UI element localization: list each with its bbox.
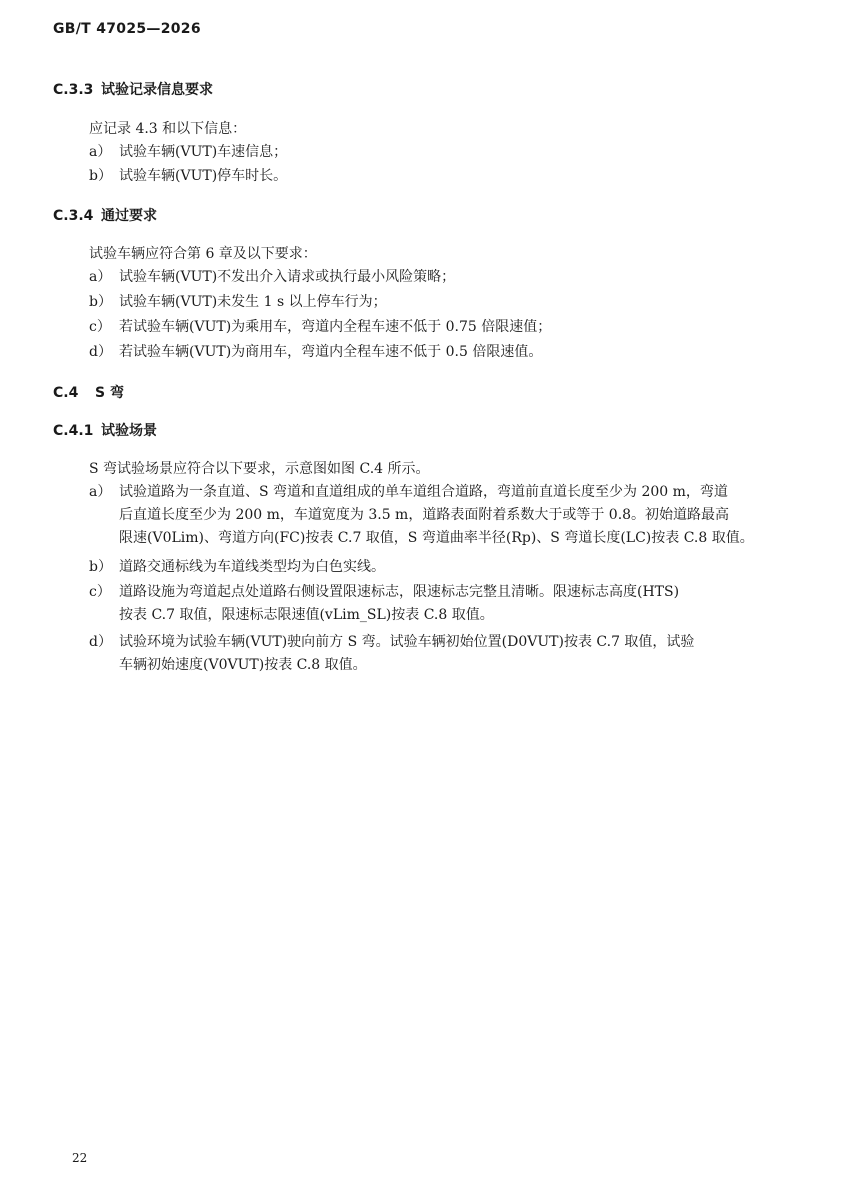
- standard-number-header: GB/T 47025—2026: [53, 21, 201, 37]
- list-label: b）: [89, 559, 112, 575]
- list-text: 试验车辆(VUT)不发出介入请求或执行最小风险策略；: [119, 269, 456, 285]
- list-label: c）: [89, 319, 111, 335]
- section-heading-c33: [53, 79, 213, 99]
- list-text-line: 按表 C.7 取值，限速标志限速值(vLim_SL)按表 C.8 取值。: [119, 607, 494, 623]
- section-title: 试验记录信息要求: [101, 82, 213, 98]
- section-number: C.4.1: [53, 423, 94, 439]
- list-item: [89, 581, 794, 627]
- list-label: a）: [89, 144, 112, 160]
- section-intro: 应记录 4.3 和以下信息：: [89, 121, 247, 137]
- list-label: a）: [89, 269, 112, 285]
- list-text: 若试验车辆(VUT)为商用车，弯道内全程车速不低于 0.5 倍限速值。: [119, 344, 543, 360]
- list-text: 若试验车辆(VUT)为乘用车，弯道内全程车速不低于 0.75 倍限速值；: [119, 319, 552, 335]
- section-title: 通过要求: [101, 208, 157, 224]
- list-label: b）: [89, 168, 112, 184]
- section-title: S 弯: [95, 385, 124, 401]
- section-intro: 试验车辆应符合第 6 章及以下要求：: [89, 246, 317, 262]
- list-label: b）: [89, 294, 112, 310]
- list-text-line: 道路交通标线为车道线类型均为白色实线。: [119, 559, 385, 575]
- list-item: [89, 481, 794, 550]
- list-text-line: 试验环境为试验车辆(VUT)驶向前方 S 弯。试验车辆初始位置(D0VUT)按表 C.7 取值，试验: [119, 634, 695, 650]
- section-heading-c34: [53, 205, 157, 225]
- list-text: 试验车辆(VUT)车速信息；: [119, 144, 288, 160]
- section-heading-c4: [53, 382, 124, 402]
- list-label: c）: [89, 584, 111, 600]
- section-heading-c41: [53, 420, 157, 440]
- list-item: [89, 631, 794, 677]
- list-item: [89, 165, 794, 188]
- list-item: [89, 316, 794, 339]
- list-label: d）: [89, 344, 112, 360]
- section-title: 试验场景: [101, 423, 157, 439]
- section-number: C.4: [53, 385, 79, 401]
- list-item: [89, 341, 794, 364]
- list-text: 试验车辆(VUT)未发生 1 s 以上停车行为；: [119, 294, 387, 310]
- list-text: 试验车辆(VUT)停车时长。: [119, 168, 288, 184]
- page-number: 22: [72, 1151, 88, 1165]
- list-item: [89, 556, 794, 579]
- list-item: [89, 266, 794, 289]
- section-number: C.3.3: [53, 82, 94, 98]
- list-text-line: 试验道路为一条直道、S 弯道和直道组成的单车道组合道路，弯道前直道长度至少为 200 m，弯道: [119, 484, 728, 500]
- list-label: d）: [89, 634, 112, 650]
- list-item: [89, 141, 794, 164]
- list-item: [89, 291, 794, 314]
- list-text-line: 限速(V0Lim)、弯道方向(FC)按表 C.7 取值，S 弯道曲率半径(Rp)、S 弯道长度(LC)按表 C.8 取值。: [119, 530, 754, 546]
- list-text-line: 道路设施为弯道起点处道路右侧设置限速标志，限速标志完整且清晰。限速标志高度(HTS): [119, 584, 680, 600]
- section-number: C.3.4: [53, 208, 94, 224]
- section-intro: S 弯试验场景应符合以下要求，示意图如图 C.4 所示。: [89, 461, 430, 477]
- list-label: a）: [89, 484, 112, 500]
- list-text-line: 后直道长度至少为 200 m，车道宽度为 3.5 m，道路表面附着系数大于或等于 0.8。初始道路最高: [119, 507, 730, 523]
- list-text-line: 车辆初始速度(V0VUT)按表 C.8 取值。: [119, 657, 367, 673]
